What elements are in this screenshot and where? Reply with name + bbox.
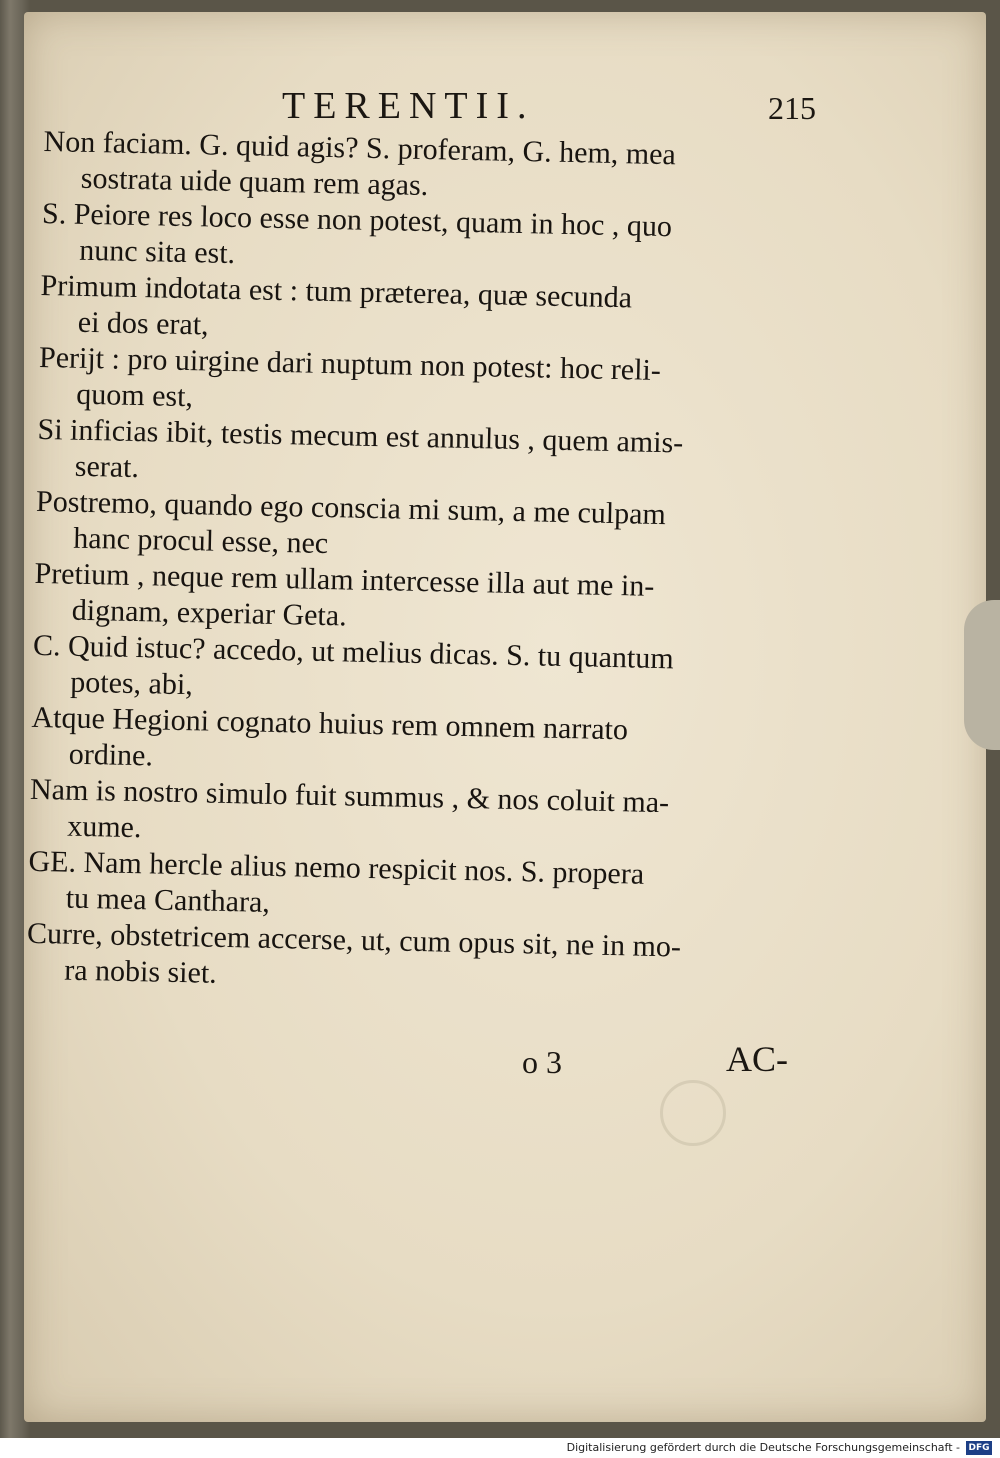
funding-credit: Digitalisierung gefördert durch die Deutsche Forschungsgemeinschaft - — [566, 1441, 960, 1454]
catchword: AC- — [726, 1039, 788, 1079]
credit-bar — [0, 1438, 1000, 1458]
page-number: 215 — [768, 90, 816, 126]
verse-continuation-line: sostrata uide quam rem agas. — [80, 161, 429, 203]
page-footer — [24, 1030, 986, 1100]
verse-continuation-line: hanc procul esse, nec — [72, 521, 329, 561]
verse-first-line: Postremo, quando ego conscia mi sum, a me culpam — [35, 484, 667, 532]
running-head: TERENTII. — [282, 85, 535, 127]
verse-text-block — [26, 124, 824, 1004]
verse-continuation-line: quom est, — [76, 377, 194, 414]
verse-continuation-line: ordine. — [68, 737, 154, 773]
verse-continuation-line: ra nobis siet. — [63, 953, 218, 990]
verse-continuation-line: potes, abi, — [69, 665, 194, 702]
verse-first-line: Nam is nostro simulo fuit summus , & nos coluit ma- — [29, 772, 670, 820]
page-header — [24, 0, 986, 134]
verse-first-line: Non faciam. G. quid agis? S. proferam, G. hem, mea — [43, 124, 677, 172]
verse-continuation-line: ei dos erat, — [77, 305, 209, 342]
verse-continuation-line: nunc sita est. — [79, 233, 236, 271]
verse-continuation-line: tu mea Canthara, — [65, 881, 271, 919]
verse-first-line: Primum indotata est : tum præterea, quæ secunda — [40, 268, 633, 315]
verse-first-line: C. Quid istuc? accedo, ut melius dicas. S. tu quantum — [32, 628, 675, 676]
verse-first-line: GE. Nam hercle alius nemo respicit nos. S. propera — [28, 844, 645, 891]
bleed-through-mark — [660, 1080, 726, 1146]
verse-first-line: Pretium , neque rem ullam intercesse illa aut me in- — [34, 556, 655, 603]
verse-continuation-line: xume. — [66, 809, 142, 845]
page-edge-tab — [964, 600, 1000, 750]
signature-mark: o 3 — [522, 1044, 562, 1080]
verse-continuation-line: serat. — [74, 449, 140, 485]
verse-first-line: Atque Hegioni cognato huius rem omnem narrato — [31, 700, 629, 747]
dfg-logo-icon: DFG — [966, 1441, 992, 1455]
verse-continuation-line: dignam, experiar Geta. — [71, 593, 347, 633]
verse-first-line: Curre, obstetricem accerse, ut, cum opus sit, ne in mo- — [26, 916, 682, 964]
verse-first-line: S. Peiore res loco esse non potest, quam in hoc , quo — [41, 196, 673, 244]
verse-first-line: Si inficias ibit, testis mecum est annulus , quem amis- — [37, 412, 684, 460]
verse-first-line: Perijt : pro uirgine dari nuptum non potest: hoc reli- — [38, 340, 662, 387]
